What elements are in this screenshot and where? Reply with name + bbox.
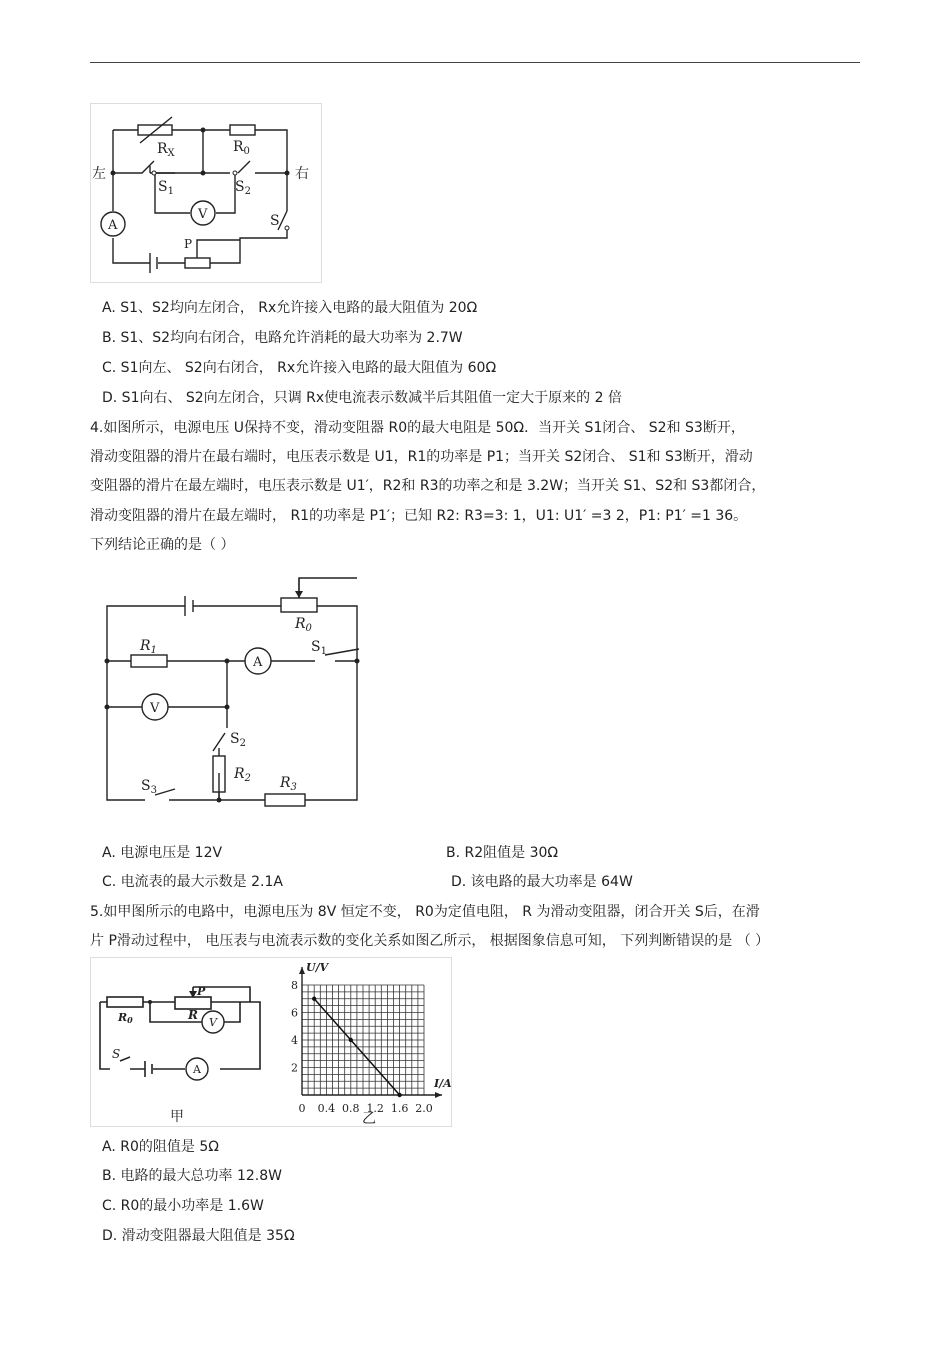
x-tick-label: 2.0: [415, 1102, 433, 1115]
q4-stem-line-1: 4.如图所示，电源电压 U保持不变，滑动变阻器 R0的最大电阻是 50Ω．当开关 S1闭合、 S2和 S3断开，: [90, 420, 745, 436]
q5-label-s: S: [112, 1047, 121, 1061]
q4-circuit-figure: [97, 573, 369, 823]
q4-ammeter-label: A: [253, 655, 263, 670]
data-point: [312, 997, 316, 1001]
q3-voltmeter-label: V: [198, 207, 208, 222]
x-tick-label: 0.8: [342, 1102, 360, 1115]
q4-label-r0: $R_0$: [295, 616, 312, 634]
q3-label-s: S: [270, 213, 280, 229]
q3-option-a: A. S1、S2均向左闭合， Rx允许接入电路的最大阻值为 20Ω: [102, 300, 478, 316]
q4-option-a: A. 电源电压是 12V: [102, 845, 223, 861]
q4-stem-line-5: 下列结论正确的是（ ）: [90, 537, 235, 553]
q3-label-left: 左: [92, 166, 106, 182]
q4-stem-line-4: 滑动变阻器的滑片在最左端时， R1的功率是 P1′；已知 R2: R3=3: 1，U1: U1′ =3 2，P1: P1′ =1 36。: [90, 508, 748, 524]
q5-option-c: C. R0的最小功率是 1.6W: [102, 1198, 264, 1214]
q3-label-s2: $S_2$: [235, 179, 251, 197]
x-axis-label: I/A: [434, 1077, 452, 1090]
q5-label-r0: R0: [118, 1011, 133, 1025]
q4-voltmeter-label: V: [150, 701, 160, 716]
q5-label-r: R: [188, 1008, 198, 1022]
q5-figure: [90, 957, 452, 1127]
q3-ammeter-label: A: [108, 218, 118, 233]
q5-ui-chart: [291, 961, 452, 1115]
y-axis-arrow: [299, 967, 305, 974]
q3-option-d: D. S1向右、 S2向左闭合，只调 Rx使电流表示数减半后其阻值一定大于原来的 2 倍: [102, 390, 622, 406]
q5-option-b: B. 电路的最大总功率 12.8W: [102, 1168, 282, 1184]
q5-ammeter-label: A: [193, 1063, 201, 1076]
x-tick-label: 1.6: [390, 1102, 409, 1115]
q3-circuit-figure: [90, 103, 322, 283]
y-tick-label: 2: [291, 1061, 298, 1075]
q3-option-b: B. S1、S2均向右闭合，电路允许消耗的最大功率为 2.7W: [102, 330, 463, 346]
q4-label-s2: $S_2$: [230, 731, 246, 749]
q5-label-yi: 乙: [362, 1111, 376, 1127]
q3-label-p: P: [184, 237, 193, 251]
y-tick-label: 6: [291, 1006, 298, 1020]
y-tick-label: 4: [291, 1034, 298, 1047]
q4-label-s3: $S_3$: [141, 778, 157, 796]
q5-stem-line-2: 片 P滑动过程中， 电压表与电流表示数的变化关系如图乙所示， 根据图象信息可知， 下列判断错误的是 （ ）: [90, 933, 770, 949]
y-tick-label: 8: [291, 979, 298, 992]
data-point: [397, 1093, 401, 1097]
q5-label-jia: 甲: [170, 1109, 184, 1125]
y-axis-label: U/V: [306, 961, 329, 974]
q5-voltmeter-label: V: [209, 1016, 217, 1029]
q3-option-c: C. S1向左、 S2向右闭合， Rx允许接入电路的最大阻值为 60Ω: [102, 360, 497, 376]
q5-option-d: D. 滑动变阻器最大阻值是 35Ω: [102, 1228, 295, 1244]
q4-label-r3: $R_3$: [280, 775, 297, 793]
q4-stem-line-3: 变阻器的滑片在最左端时，电压表示数是 U1′，R2和 R3的功率之和是 3.2W；当开关 S1、S2和 S3都闭合，: [90, 478, 766, 494]
header-rule: [90, 62, 860, 63]
q4-option-b: B. R2阻值是 30Ω: [446, 845, 559, 861]
q4-label-r1: $R_1$: [140, 638, 157, 656]
x-axis-arrow: [435, 1092, 442, 1098]
data-point: [349, 1038, 353, 1042]
x-tick-label: 0.4: [317, 1102, 336, 1115]
q4-option-d: D. 该电路的最大功率是 64W: [451, 874, 633, 890]
q4-label-r2: $R_2$: [234, 766, 251, 784]
x-tick-label: 0: [298, 1102, 306, 1115]
x-tick-label: 1.2: [366, 1102, 384, 1115]
q3-label-rx: $R_X$: [157, 141, 175, 159]
q5-option-a: A. R0的阻值是 5Ω: [102, 1139, 219, 1155]
q3-label-s1: $S_1$: [158, 179, 174, 197]
q3-label-r0: $R_0$: [233, 139, 250, 157]
q3-label-right: 右: [295, 166, 309, 182]
q5-label-p: P: [197, 985, 206, 998]
q4-label-s1: $S_1$: [311, 639, 327, 657]
q5-circuit: [100, 987, 260, 1077]
q5-stem-line-1: 5.如甲图所示的电路中，电源电压为 8V 恒定不变， R0为定值电阻， R 为滑动变阻器，闭合开关 S后，在滑: [90, 904, 760, 920]
q4-option-c: C. 电流表的最大示数是 2.1A: [102, 874, 283, 890]
q4-stem-line-2: 滑动变阻器的滑片在最右端时，电压表示数是 U1，R1的功率是 P1；当开关 S2闭合、 S1和 S3断开，滑动: [90, 449, 753, 465]
